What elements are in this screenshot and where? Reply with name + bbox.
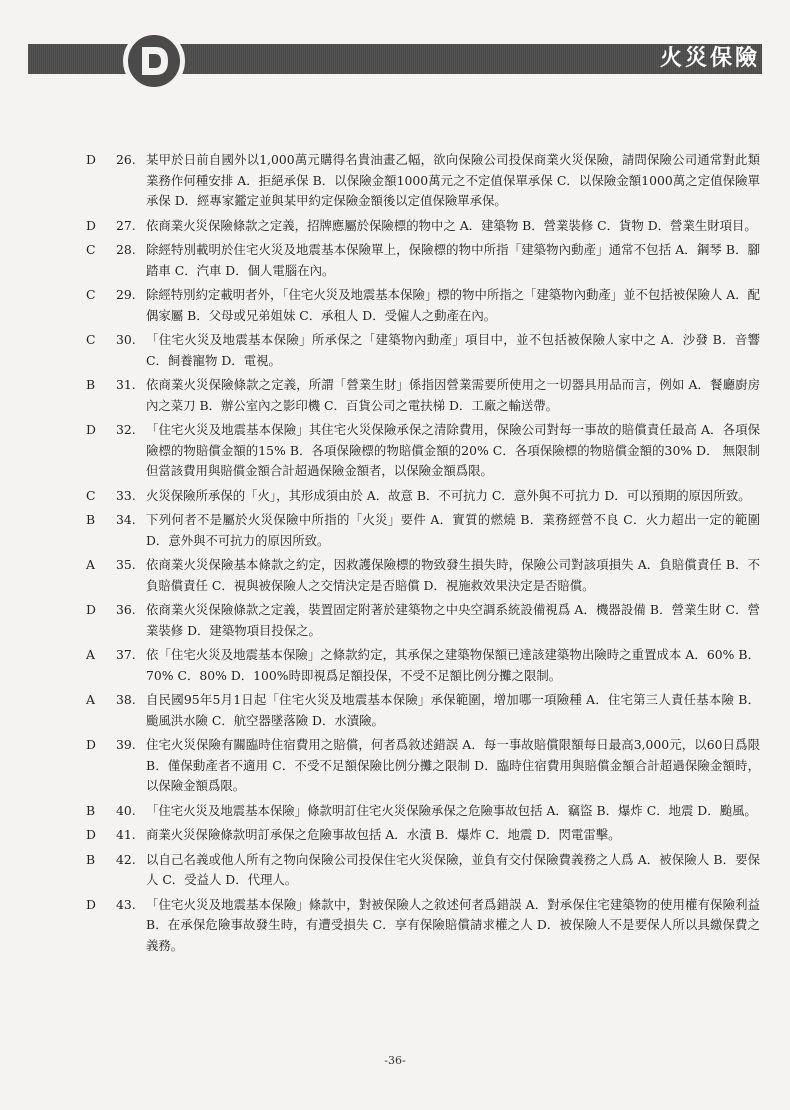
question-item [88,216,760,237]
question-item [88,510,760,551]
question-item [88,420,760,482]
question-text: 自民國95年5月1日起「住宅火災及地震基本保險」承保範圍，增加哪一項險種 A．住宅第三人責任基本險 B．颱風洪水險 C．航空器墜落險 D．水漬險。 [146,692,760,728]
answer-key: B [86,802,96,818]
question-text: 下列何者不是屬於火災保險中所指的「火災」要件 A．實質的燃燒 B．業務經營不良 C．火力超出一定的範圍 D．意外與不可抗力的原因所致。 [146,512,760,548]
question-item [88,645,760,686]
question-item [88,240,760,281]
answer-key: D [86,152,96,167]
question-number: 26. [116,152,136,167]
logo-mark-icon [136,43,172,79]
question-list [88,150,760,960]
question-number: 27. [116,217,136,233]
question-text: 商業火災保險條款明訂承保之危險事故包括 A．水漬 B．爆炸 C．地震 D．閃電雷擊。 [146,827,621,842]
question-number: 33. [116,487,136,503]
question-number: 36. [116,602,136,617]
question-number: 35. [116,557,136,572]
answer-key: C [86,487,96,503]
question-number: 39. [116,737,136,752]
question-text: 火災保險所承保的「火」，其形成須由於 A．故意 B．不可抗力 C．意外與不可抗力 D．可以預期的原因所致。 [146,487,751,503]
question-item [88,555,760,596]
question-number: 40. [116,802,136,818]
question-number: 38. [116,692,136,707]
page-number: -36- [384,1054,406,1067]
question-number: 42. [116,851,136,867]
question-item [88,600,760,641]
question-number: 41. [116,827,136,842]
answer-key: C [86,242,96,257]
answer-key: C [86,332,96,347]
answer-key: B [86,512,96,527]
question-number: 31. [116,377,136,392]
answer-key: D [86,422,96,437]
question-number: 28. [116,242,136,257]
question-number: 32. [116,422,136,437]
question-item [88,150,760,212]
question-text: 依商業火災保險基本條款之約定，因救護保險標的物致發生損失時，保險公司對該項損失 A．負賠償責任 B．不負賠償責任 C．視與被保險人之交情決定是否賠償 D．視施救效果決定是否賠償。 [146,557,760,593]
answer-key: D [86,737,96,752]
question-text: 「住宅火災及地震基本保險」其住宅火災保險承保之清除費用，保險公司對每一事故的賠償責任最高 A．各項保險標的物賠償金額的15% B．各項保險標的物賠償金額的20% C．各項保險標的物賠償金額的30% D． 無限制但當該費用與賠償金額合計超過保險金額者，以保險金額爲限。 [146,422,760,478]
question-item [88,330,760,371]
question-number: 29. [116,287,136,302]
question-text: 依「住宅火災及地震基本保險」之條款約定，其承保之建築物保額已達該建築物出險時之重置成本 A．60% B．70% C．80% D．100%時即視爲足額投保，不受不足額比例分攤之限制。 [146,647,760,683]
answer-key: A [86,557,95,572]
answer-key: D [86,896,96,912]
question-number: 30. [116,332,136,347]
question-text: 住宅火災保險有關臨時住宿費用之賠償，何者爲敘述錯誤 A．每一事故賠償限額每日最高3,000元，以60日爲限 B．僅保動產者不適用 C．不受不足額保險比例分攤之限制 D．臨時住宿費用與賠償金額合計超過保險金額時，以保險金額爲限。 [146,737,760,793]
answer-key: A [86,647,95,662]
section-title: 火災保險 [659,46,760,71]
answer-key: B [86,377,96,392]
question-text: 以自己名義或他人所有之物向保險公司投保住宅火災保險，並負有交付保險費義務之人爲 A．被保險人 B．要保人 C．受益人 D．代理人。 [146,851,760,887]
question-item [88,735,760,797]
question-number: 37. [116,647,136,662]
question-text: 「住宅火災及地震基本保險」條款中，對被保險人之敘述何者爲錯誤 A．對承保住宅建築物的使用權有保險利益 B．在承保危險事故發生時，有遭受損失 C．享有保險賠償請求權之人 D．被保險人不是要保人所以具繳保費之義務。 [146,896,760,953]
answer-key: B [86,851,96,867]
question-number: 34. [116,512,136,527]
answer-key: C [86,287,96,302]
question-text: 除經特別載明於住宅火災及地震基本保險單上，保險標的物中所指「建築物內動產」通常不包括 A．鋼琴 B．腳踏車 C．汽車 D．個人電腦在內。 [146,242,760,278]
question-item [88,690,760,731]
question-text: 依商業火災保險條款之定義，裝置固定附著於建築物之中央空調系統設備視爲 A．機器設備 B．營業生財 C．營業裝修 D．建築物項目投保之。 [146,602,760,638]
question-item [88,850,760,891]
question-number: 43. [116,896,136,912]
question-text: 「住宅火災及地震基本保險」所承保之「建築物內動產」項目中，並不包括被保險人家中之 A．沙發 B．音響 C．飼養寵物 D．電視。 [146,332,760,368]
question-item [88,895,760,957]
question-text: 「住宅火災及地震基本保險」條款明訂住宅火災保險承保之危險事故包括 A．竊盜 B．爆炸 C．地震 D．颱風。 [146,802,757,818]
answer-key: A [86,692,95,707]
question-item [88,375,760,416]
question-item [88,825,760,846]
answer-key: D [86,602,96,617]
answer-key: D [86,217,96,233]
question-text: 依商業火災保險條款之定義，所謂「營業生財」係指因營業需要所使用之一切器具用品而言，例如 A．餐廳廚房內之菜刀 B．辦公室內之影印機 C．百貨公司之電扶梯 D．工廠之輸送帶。 [146,377,760,413]
question-item [88,285,760,326]
question-item [88,801,760,822]
question-text: 除經特別約定載明者外，「住宅火災及地震基本保險」標的物中所指之「建築物內動產」並不包括被保險人 A．配偶家屬 B．父母或兄弟姐妹 C．承租人 D．受僱人之動產在內。 [146,287,760,323]
question-item [88,486,760,507]
question-text: 依商業火災保險條款之定義，招牌應屬於保險標的物中之 A．建築物 B．營業裝修 C．貨物 D．營業生財項目。 [146,217,757,233]
answer-key: D [86,827,96,842]
question-text: 某甲於日前自國外以1,000萬元購得名貴油畫乙幅，欲向保險公司投保商業火災保險，請問保險公司通常對此類業務作何種安排 A．拒絕承保 B．以保險金額1000萬元之不定值保單承保 C．以保險金額1000萬之定值保險單承保 D．經專家鑑定並與某甲約定保險金額後以定值保險單承保。 [146,152,760,208]
publisher-logo [123,30,185,92]
